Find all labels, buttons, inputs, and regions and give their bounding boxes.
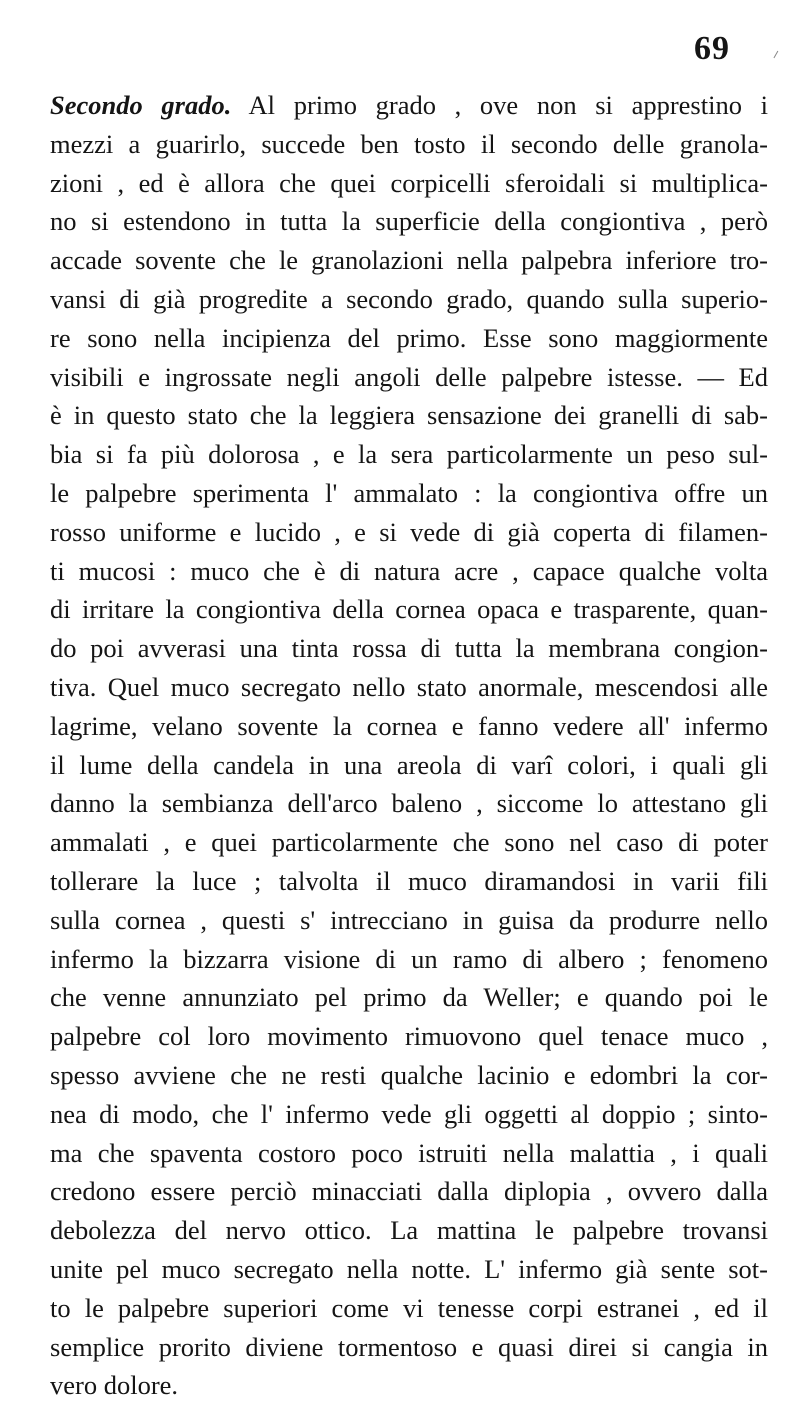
text-line: mezzi a guarirlo, succede ben tosto il secondo delle granola- [50, 128, 768, 159]
text-line: to le palpebre superiori come vi tenesse corpi estranei , ed il [50, 1292, 768, 1323]
scan-mark [773, 51, 783, 61]
text-line: visibili e ingrossate negli angoli delle palpebre istesse. — Ed [50, 361, 768, 392]
text-line: danno la sembianza dell'arco baleno , siccome lo attestano gli [50, 788, 768, 819]
text-line-1 [50, 86, 768, 125]
text-line: le palpebre sperimenta l' ammalato : la congiontiva offre un [50, 477, 768, 508]
text-line: lagrime, velano sovente la cornea e fanno vedere all' infermo [50, 710, 768, 741]
section-heading: Secondo grado. [50, 90, 232, 120]
text-line: re sono nella incipienza del primo. Esse sono maggiormente [50, 322, 768, 353]
text-line: unite pel muco secregato nella notte. L' infermo già sente sot- [50, 1253, 768, 1284]
text-line: debolezza del nervo ottico. La mattina le palpebre trovansi [50, 1215, 768, 1246]
text-line: vansi di già progredite a secondo grado, quando sulla superio- [50, 283, 768, 314]
text-line: ma che spaventa costoro poco istruiti nella malattia , i quali [50, 1137, 768, 1168]
text-line: rosso uniforme e lucido , e si vede di già coperta di filamen- [50, 516, 768, 547]
text-line: di irritare la congiontiva della cornea opaca e trasparente, quan- [50, 594, 768, 625]
text-line: tollerare la luce ; talvolta il muco diramandosi in varii fili [50, 865, 768, 896]
text-line: spesso avviene che ne resti qualche lacinio e edombri la cor- [50, 1059, 768, 1090]
text-line-last: vero dolore. [50, 1370, 179, 1401]
text-line: nea di modo, che l' infermo vede gli oggetti al doppio ; sinto- [50, 1098, 768, 1129]
text-line: infermo la bizzarra visione di un ramo di albero ; fenomeno [50, 943, 768, 974]
text-line: no si estendono in tutta la superficie della congiontiva , però [50, 206, 768, 237]
text-line: è in questo stato che la leggiera sensazione dei granelli di sab- [50, 400, 768, 431]
text-line: zioni , ed è allora che quei corpicelli sferoidali si multiplica- [50, 167, 768, 198]
text-line: bia si fa più dolorosa , e la sera particolarmente un peso sul- [50, 439, 768, 470]
text-line: ammalati , e quei particolarmente che sono nel caso di poter [50, 827, 768, 858]
first-line-text: Al primo grado , ove non si apprestino i [248, 90, 768, 120]
text-line: ti mucosi : muco che è di natura acre , capace qualche volta [50, 555, 768, 586]
text-line: sulla cornea , questi s' intrecciano in guisa da produrre nello [50, 904, 768, 935]
text-line: semplice prorito diviene tormentoso e quasi direi si cangia in [50, 1331, 768, 1362]
text-line: do poi avverasi una tinta rossa di tutta la membrana congion- [50, 633, 768, 664]
text-line: il lume della candela in una areola di varî colori, i quali gli [50, 749, 768, 780]
text-line: credono essere perciò minacciati dalla diplopia , ovvero dalla [50, 1176, 768, 1207]
text-line: accade sovente che le granolazioni nella palpebra inferiore tro- [50, 245, 768, 276]
text-line: tiva. Quel muco secregato nello stato anormale, mescendosi alle [50, 671, 768, 702]
text-line: palpebre col loro movimento rimuovono quel tenace muco , [50, 1021, 768, 1052]
body-paragraph [50, 86, 768, 1405]
page-number: 69 [694, 30, 730, 67]
text-line: che venne annunziato pel primo da Weller; e quando poi le [50, 982, 768, 1013]
